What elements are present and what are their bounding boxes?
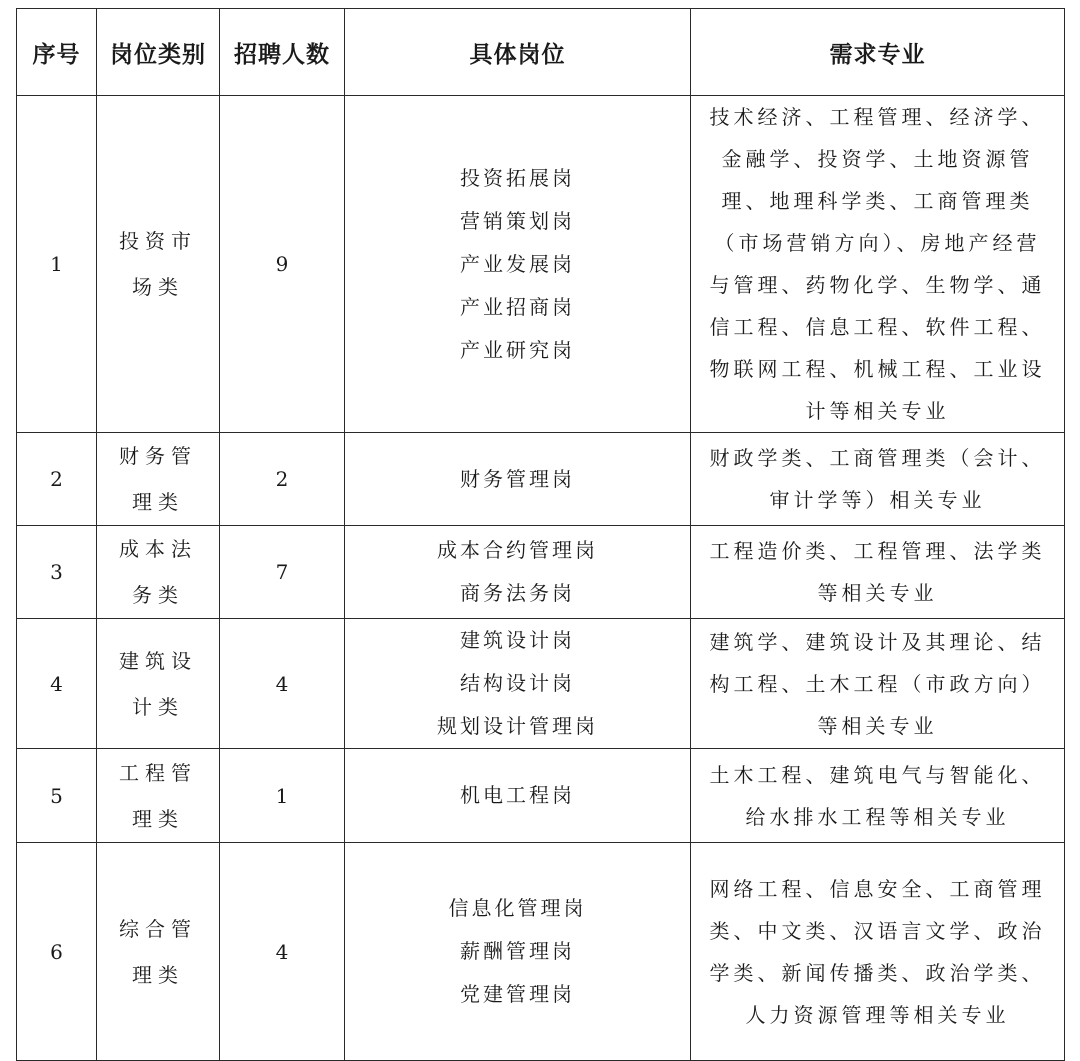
row-majors: 土木工程、建筑电气与智能化、给水排水工程等相关专业 (691, 749, 1065, 843)
position-item: 营销策划岗 (460, 208, 575, 233)
table-row (17, 433, 1065, 526)
row-no: 6 (17, 843, 97, 1061)
table-row (17, 843, 1065, 1061)
position-item: 投资拓展岗 (460, 165, 575, 190)
position-item: 商务法务岗 (460, 581, 575, 605)
header-majors: 需求专业 (691, 9, 1065, 96)
row-category: 投资市场类 (97, 96, 220, 433)
header-no: 序号 (17, 9, 97, 96)
row-majors: 技术经济、工程管理、经济学、金融学、投资学、土地资源管理、地理科学类、工商管理类（市场营销方向）、房地产经营与管理、药物化学、生物学、通信工程、信息工程、软件工程、物联网工程、机械工程、工业设计等相关专业 (691, 96, 1065, 433)
position-item: 薪酬管理岗 (460, 939, 575, 963)
table-row (17, 526, 1065, 619)
table-row (17, 619, 1065, 749)
row-no: 4 (17, 619, 97, 749)
row-majors: 财政学类、工商管理类（会计、审计学等）相关专业 (691, 433, 1065, 526)
recruitment-table (16, 8, 1065, 1061)
row-category: 工程管理类 (97, 749, 220, 843)
row-positions (345, 619, 691, 749)
row-count: 9 (220, 96, 345, 433)
row-count: 1 (220, 749, 345, 843)
row-no: 3 (17, 526, 97, 619)
row-no: 2 (17, 433, 97, 526)
row-positions (345, 96, 691, 433)
header-category: 岗位类别 (97, 9, 220, 96)
header-row (17, 9, 1065, 96)
row-category: 综合管理类 (97, 843, 220, 1061)
row-category: 建筑设计类 (97, 619, 220, 749)
position-item: 财务管理岗 (460, 466, 575, 491)
row-count: 2 (220, 433, 345, 526)
row-majors: 工程造价类、工程管理、法学类等相关专业 (691, 526, 1065, 619)
row-count: 4 (220, 843, 345, 1061)
position-item: 产业研究岗 (460, 337, 575, 362)
row-count: 4 (220, 619, 345, 749)
row-positions (345, 526, 691, 619)
position-item: 产业发展岗 (460, 251, 575, 276)
table-row (17, 749, 1065, 843)
row-category: 财务管理类 (97, 433, 220, 526)
table-row (17, 96, 1065, 433)
header-count: 招聘人数 (220, 9, 345, 96)
row-count: 7 (220, 526, 345, 619)
row-majors: 建筑学、建筑设计及其理论、结构工程、土木工程（市政方向）等相关专业 (691, 619, 1065, 749)
position-item: 建筑设计岗 (460, 628, 575, 652)
row-no: 5 (17, 749, 97, 843)
header-positions: 具体岗位 (345, 9, 691, 96)
position-item: 党建管理岗 (460, 982, 575, 1006)
position-item: 成本合约管理岗 (437, 538, 598, 562)
position-item: 规划设计管理岗 (437, 714, 598, 738)
position-item: 结构设计岗 (460, 671, 575, 695)
row-majors: 网络工程、信息安全、工商管理类、中文类、汉语言文学、政治学类、新闻传播类、政治学类、人力资源管理等相关专业 (691, 843, 1065, 1061)
row-positions (345, 433, 691, 526)
row-positions (345, 843, 691, 1061)
row-category: 成本法务类 (97, 526, 220, 619)
row-positions (345, 749, 691, 843)
position-item: 信息化管理岗 (448, 896, 587, 920)
position-item: 机电工程岗 (460, 783, 575, 807)
position-item: 产业招商岗 (460, 294, 575, 319)
row-no: 1 (17, 96, 97, 433)
